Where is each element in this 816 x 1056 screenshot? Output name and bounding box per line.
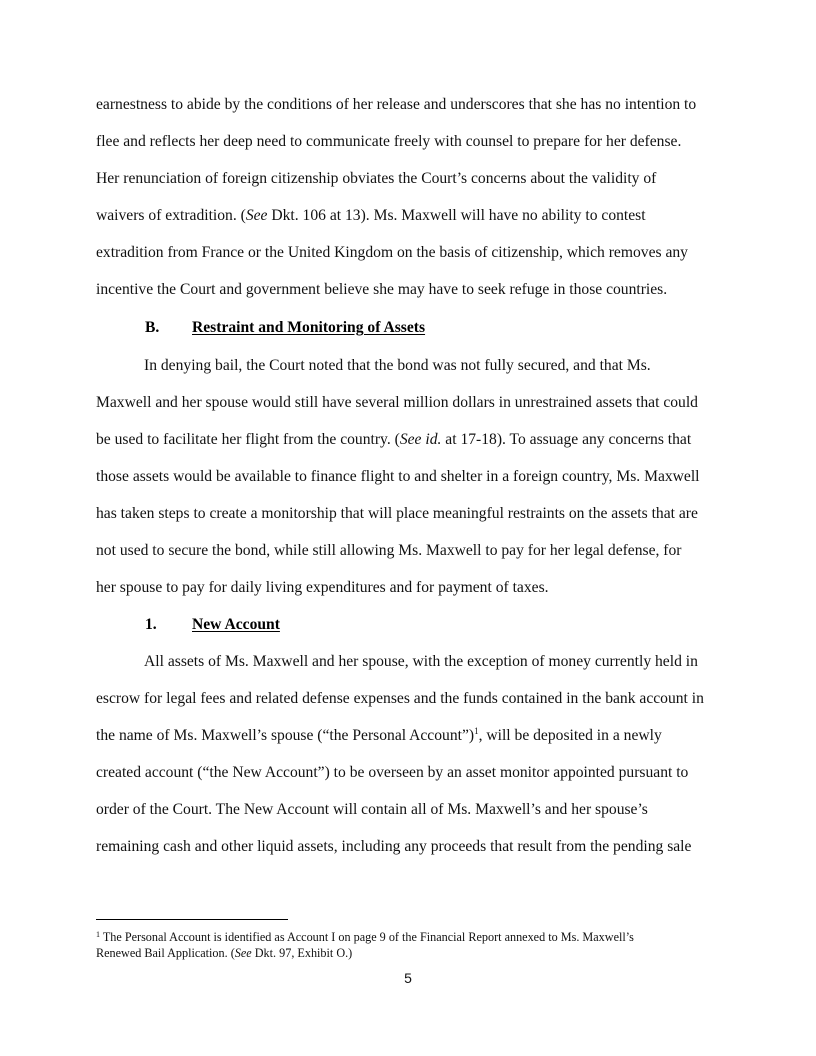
footnote-separator bbox=[96, 919, 288, 920]
subsection-title: New Account bbox=[192, 616, 280, 633]
section-title: Restraint and Monitoring of Assets bbox=[192, 319, 426, 336]
footnote-marker: 1 bbox=[96, 930, 100, 939]
section-number: B. bbox=[145, 319, 160, 336]
body-text-line: order of the Court. The New Account will contain all of Ms. Maxwell’s and her spouse’s bbox=[96, 801, 648, 818]
body-text-line: not used to secure the bond, while still allowing Ms. Maxwell to pay for her legal defense, for bbox=[96, 542, 682, 559]
citation-signal: See bbox=[234, 946, 252, 960]
body-text-line: extradition from France or the United Kingdom on the basis of citizenship, which removes any bbox=[96, 244, 688, 261]
subsection-number: 1. bbox=[145, 616, 157, 633]
citation-signal: See bbox=[245, 207, 268, 224]
body-text-line: remaining cash and other liquid assets, including any proceeds that result from the pending sale bbox=[96, 838, 692, 855]
body-text-line: incentive the Court and government believe she may have to seek refuge in those countries. bbox=[96, 281, 668, 298]
body-text-line: earnestness to abide by the conditions of her release and underscores that she has no intention to bbox=[96, 96, 697, 113]
body-text-line: Her renunciation of foreign citizenship obviates the Court’s concerns about the validity of bbox=[96, 170, 657, 187]
body-text-line: In denying bail, the Court noted that the bond was not fully secured, and that Ms. bbox=[144, 357, 651, 374]
text-run: at 17-18). To assuage any concerns that bbox=[441, 431, 692, 448]
body-text-line: created account (“the New Account”) to be overseen by an asset monitor appointed pursuant to bbox=[96, 764, 689, 781]
footnote-line bbox=[96, 929, 720, 945]
body-text-line: escrow for legal fees and related defense expenses and the funds contained in the bank account in bbox=[96, 690, 704, 707]
body-text-line: her spouse to pay for daily living expenditures and for payment of taxes. bbox=[96, 579, 549, 596]
text-run: waivers of extradition. ( bbox=[96, 207, 246, 224]
body-text-line: those assets would be available to finance flight to and shelter in a foreign country, Ms. Maxwell bbox=[96, 468, 700, 485]
footnote-text: Dkt. 97, Exhibit O.) bbox=[251, 946, 353, 960]
footnote-line bbox=[96, 945, 720, 961]
body-text-line bbox=[96, 430, 720, 450]
footnote-text: Renewed Bail Application. ( bbox=[96, 946, 235, 960]
text-run: the name of Ms. Maxwell’s spouse (“the Personal Account”) bbox=[96, 727, 475, 744]
text-run: Dkt. 106 at 13). Ms. Maxwell will have no ability to contest bbox=[267, 207, 646, 224]
body-text-line: Maxwell and her spouse would still have several million dollars in unrestrained assets that could bbox=[96, 394, 698, 411]
body-text-line: flee and reflects her deep need to communicate freely with counsel to prepare for her defense. bbox=[96, 133, 682, 150]
text-run: be used to facilitate her flight from the country. ( bbox=[96, 431, 400, 448]
citation-signal: See id. bbox=[399, 431, 442, 448]
page-number: 5 bbox=[404, 970, 412, 986]
text-run: , will be deposited in a newly bbox=[478, 727, 662, 744]
body-text-line: has taken steps to create a monitorship that will place meaningful restraints on the assets that are bbox=[96, 505, 698, 522]
body-text-line: All assets of Ms. Maxwell and her spouse, with the exception of money currently held in bbox=[144, 653, 698, 670]
footnote-text: The Personal Account is identified as Account I on page 9 of the Financial Report annexed to Ms. Maxwell’s bbox=[100, 930, 634, 944]
body-text-line bbox=[96, 726, 720, 746]
footnote-reference[interactable]: 1 bbox=[474, 726, 479, 736]
body-text-line bbox=[96, 206, 720, 226]
